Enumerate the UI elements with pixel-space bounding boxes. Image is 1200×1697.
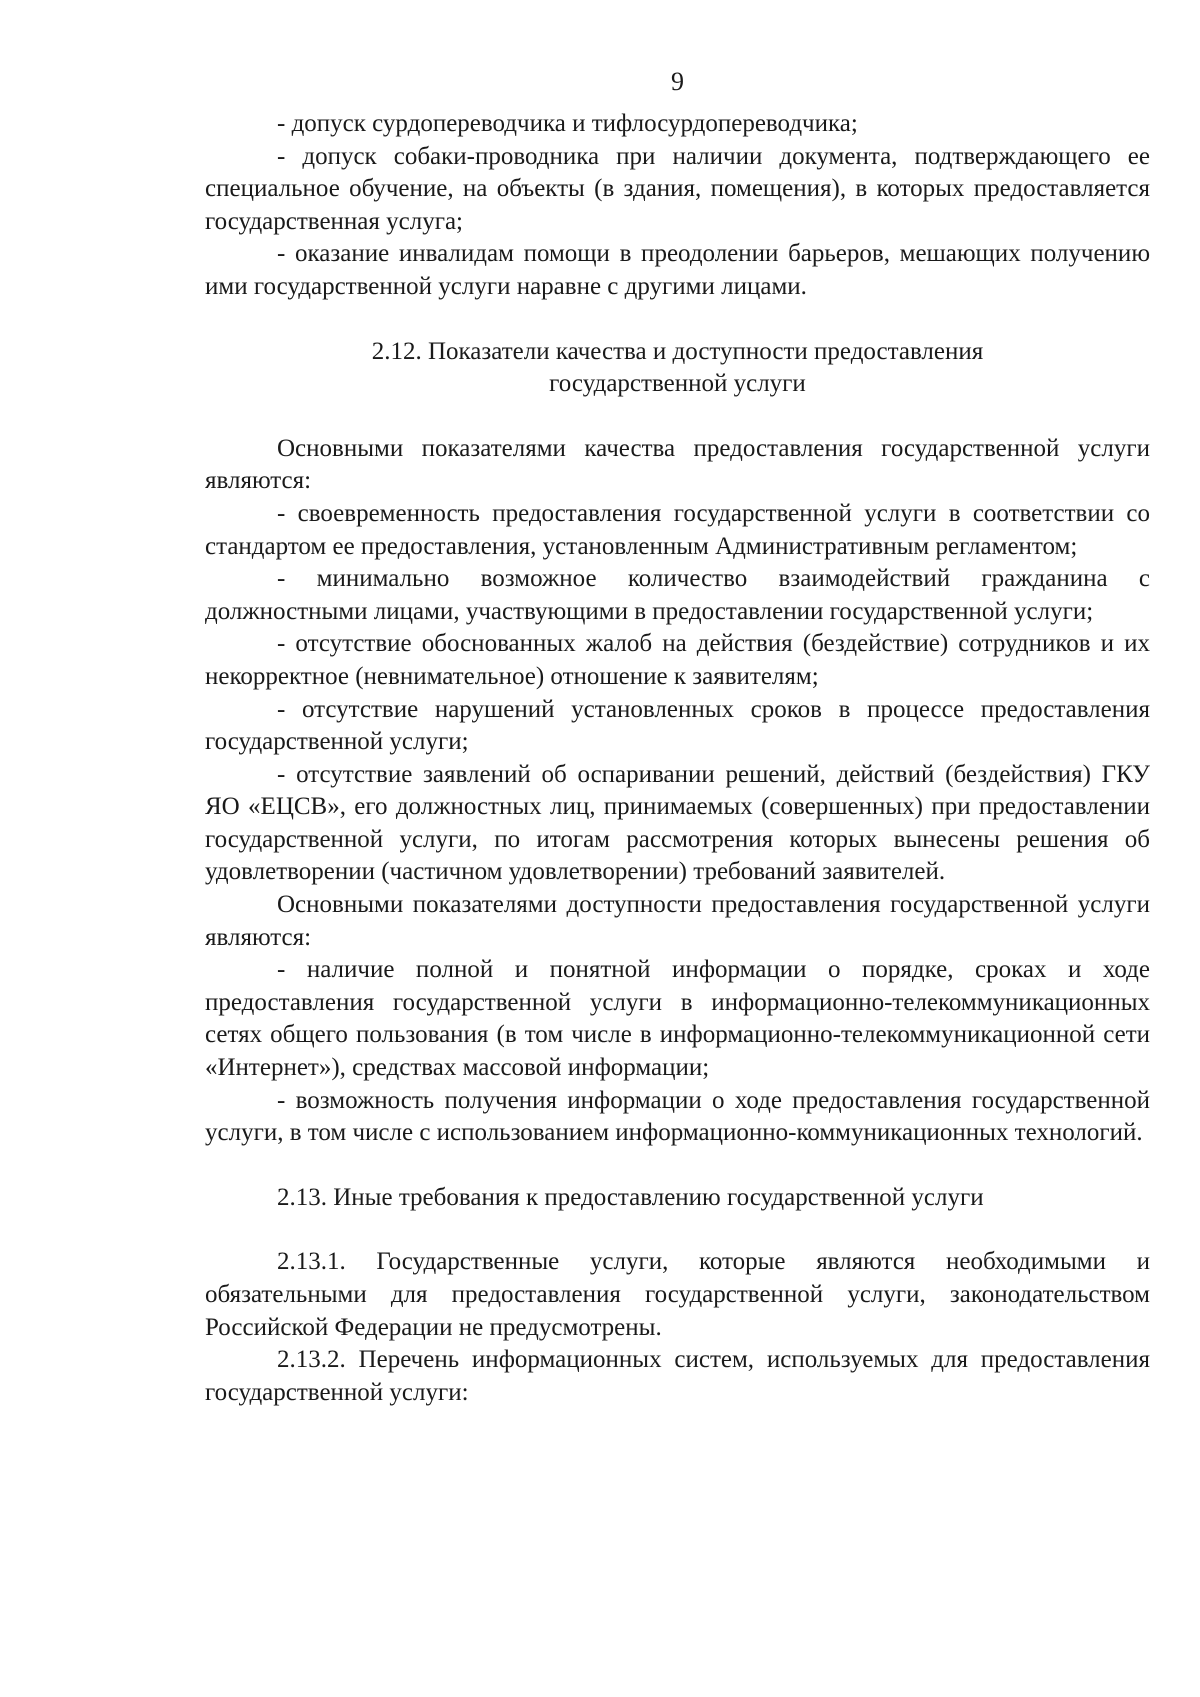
paragraph-quality-indicators-intro: Основными показателями качества предоставления государственной услуги являются: — [205, 434, 1150, 495]
paragraph-no-deadline-violations: - отсутствие нарушений установленных сроков в процессе предоставления государственной услуги; — [205, 695, 1150, 756]
section-heading-2-12-line1: 2.12. Показатели качества и доступности предоставления — [371, 337, 984, 365]
document-body — [205, 108, 1150, 1409]
page-number: 9 — [671, 67, 684, 96]
paragraph-2-13-1: 2.13.1. Государственные услуги, которые являются необходимыми и обязательными для предоставления государственной услуги, законодательством Российской Федерации не предусмотрены. — [205, 1248, 1150, 1341]
paragraph-barrier-assistance: - оказание инвалидам помощи в преодолении барьеров, мешающих получению ими государственной услуги наравне с другими лицами. — [205, 240, 1150, 300]
paragraph-no-complaints: - отсутствие обоснованных жалоб на действия (бездействие) сотрудников и их некорректное (невнимательное) отношение к заявителям; — [205, 630, 1150, 690]
section-heading-2-12 — [205, 336, 1150, 401]
paragraph-accessibility-indicators-intro: Основными показателями доступности предоставления государственной услуги являются: — [205, 891, 1150, 951]
paragraph-progress-information: - возможность получения информации о ходе предоставления государственной услуги, в том числе с использованием информационно-коммуникационных технологий. — [205, 1086, 1150, 1147]
paragraph-information-availability: - наличие полной и понятной информации о порядке, сроках и ходе предоставления государственной услуги в информационно-телекоммуникационных сетях общего пользования (в том числе в информационно-телекоммуникационной сети «Интернет»), средствах массовой информации; — [205, 956, 1150, 1082]
paragraph-2-13-2: 2.13.2. Перечень информационных систем, используемых для предоставления государственной услуги: — [205, 1346, 1150, 1406]
document-page — [205, 0, 1150, 1697]
section-heading-2-13: 2.13. Иные требования к предоставлению государственной услуги — [277, 1183, 984, 1211]
paragraph-sign-language-interpreter: - допуск сурдопереводчика и тифлосурдопереводчика; — [277, 110, 858, 137]
paragraph-no-appeals: - отсутствие заявлений об оспаривании решений, действий (бездействия) ГКУ ЯО «ЕЦСВ», его должностных лиц, принимаемых (совершенных) при предоставлении государственной услуги, по итогам рассмотрения которых вынесены решения об удовлетворении (частичном удовлетворении) требований заявителей. — [205, 760, 1150, 886]
paragraph-minimal-interactions: - минимально возможное количество взаимодействий гражданина с должностными лицами, участвующими в предоставлении государственной услуги; — [205, 565, 1150, 625]
paragraph-guide-dog: - допуск собаки-проводника при наличии документа, подтверждающего ее специальное обучение, на объекты (в здания, помещения), в которых предоставляется государственная услуга; — [205, 142, 1150, 235]
section-heading-2-12-line2: государственной услуги — [549, 370, 806, 398]
paragraph-timeliness: - своевременность предоставления государственной услуги в соответствии со стандартом ее предоставления, установленным Административным регламентом; — [205, 499, 1150, 560]
